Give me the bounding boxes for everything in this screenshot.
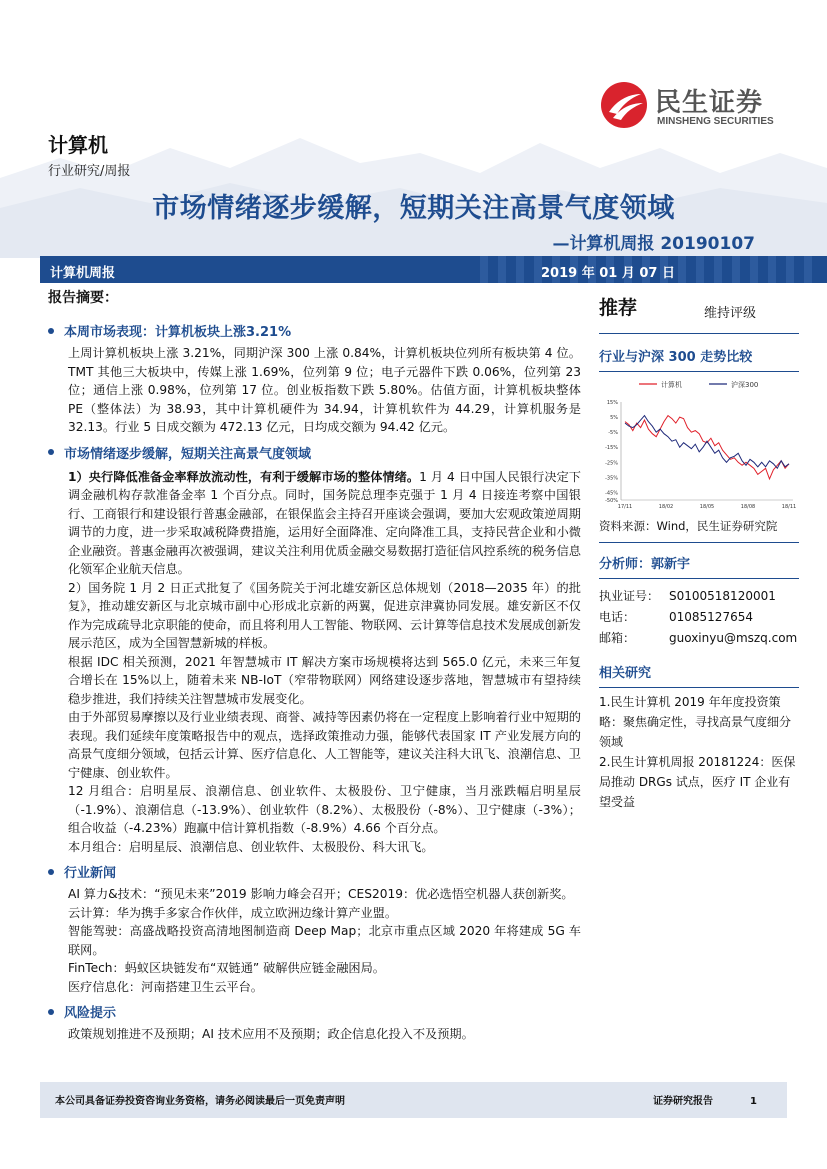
section-heading-text: 市场情绪逐步缓解，短期关注高景气度领域 — [64, 446, 312, 462]
logo-text-cn: 民生证券 — [655, 88, 764, 118]
info-row-license — [599, 585, 799, 606]
section-heading-text: 风险提示 — [64, 1006, 117, 1021]
y-tick-label: -25% — [605, 460, 618, 467]
paragraph: 政策规划推进不及预期；AI 技术应用不及预期；政企信息化投入不及预期。 — [68, 1027, 474, 1041]
rating-label: 维持评级 — [704, 306, 757, 321]
bar-report-date: 2019 年 01 月 07 日 — [541, 266, 675, 281]
paragraph: 2）国务院 1 月 2 日正式批复了《国务院关于河北雄安新区总体规划（2018—2035 年）的批复》，推动雄安新区与北京城市副中心形成北京新的两翼，促进京津冀协同发展。雄安新区不仅作为完成疏导北京职能的使命，而且将利用人工智能、物联网、云计算等信息技术发展成创新发展示范区，成为全国智慧新城的样板。 — [68, 580, 581, 650]
section-heading-text: 行业新闻 — [64, 866, 117, 881]
related-heading: 相关研究 — [599, 656, 799, 688]
paragraph: 医疗信息化：河南搭建卫生云平台。 — [68, 979, 263, 994]
legend-label: 计算机 — [661, 381, 682, 389]
section-body-sentiment — [48, 468, 581, 857]
logo-mark-icon — [601, 82, 647, 128]
recommendation: 推荐 — [599, 297, 638, 319]
section-heading-risk — [48, 1002, 581, 1021]
page-number: 1 — [750, 1096, 757, 1107]
section-heading-text: 本周市场表现：计算机板块上涨3.21% — [64, 325, 292, 340]
analyst-info — [599, 585, 799, 648]
paragraph: AI 算力&技术：“预见未来”2019 影响力峰会召开；CES2019：优必选悟空机器人获创新奖。 — [68, 887, 574, 901]
legend-label: 沪深300 — [731, 381, 759, 389]
chart-heading: 行业与沪深 300 走势比较 — [599, 340, 799, 372]
paragraph: 上周计算机板块上涨 3.21%，同期沪深 300 上涨 0.84%，计算机板块位列所有板块第 4 位。TMT 其他三大板块中，传媒上涨 1.69%，位列第 9 位；电子元器件下跌 0.06%，位列第 23 位；通信上涨 0.98%，位列第 17 位。创业板指数下跌 5.80%。估值方面，计算机板块整体 PE（整体法）为 38.93，其中计算机硬件为 34.94，计算机软件为 44.29，计算机服务是 32.13。行业 5 日成交额为 472.13 亿元，日均成交额为 94.42 亿元。 — [68, 346, 581, 434]
paragraph: 由于外部贸易摩擦以及行业业绩表现、商誉、减持等因素仍将在一定程度上影响着行业中短期的表现。我们延续年度策略报告中的观点，选择政策推动力强，能够代表国家 IT 产业发展方向的高景气度细分领域，包括云计算、医疗信息化、人工智能等，建议关注科大讯飞、浪潮信息、卫宁健康、创业软件。 — [68, 710, 581, 780]
sector-label: 计算机 — [48, 133, 108, 157]
y-tick-label: -15% — [605, 445, 618, 452]
section-heading-news — [48, 862, 581, 881]
logo-text-en: MINSHENG SECURITIES — [657, 116, 774, 127]
title-bar-pattern — [40, 256, 827, 283]
y-tick-label: -5% — [608, 430, 618, 437]
paragraph: FinTech：蚂蚁区块链发布“双链通” 破解供应链金融困局。 — [68, 961, 385, 975]
series-line-hs300 — [625, 416, 789, 469]
paragraph: 本月组合：启明星辰、浪潮信息、创业软件、太极股份、科大讯飞。 — [68, 839, 434, 854]
abstract-column — [48, 287, 581, 1044]
info-key: 执业证号： — [599, 589, 660, 603]
info-key: 电话： — [599, 610, 636, 624]
x-tick-label: 18/02 — [658, 504, 674, 510]
section-heading-market — [48, 321, 581, 340]
y-tick-label: 5% — [610, 415, 618, 422]
y-tick-label: -45% — [605, 490, 618, 497]
related-list — [599, 688, 799, 812]
bullet-icon — [48, 328, 54, 334]
related-item[interactable]: 1.民生计算机 2019 年年度投资策略：聚焦确定性，寻找高景气度细分领域 — [599, 695, 792, 749]
footer-disclaimer: 本公司具备证券投资咨询业务资格，请务必阅读最后一页免责声明 — [55, 1096, 345, 1107]
info-value: S0100518120001 — [669, 588, 776, 603]
x-tick-label: 17/11 — [617, 504, 633, 510]
sidebar — [599, 293, 799, 812]
brand-logo — [601, 82, 791, 132]
bullet-icon — [48, 1009, 54, 1015]
paragraph: 根据 IDC 相关预测，2021 年智慧城市 IT 解决方案市场规模将达到 565.0 亿元，未来三年复合增长在 15%以上，随着未来 NB-IoT（窄带物联网）网络建设逐步落地，智慧城市有望持续稳步推进，我们持续关注智慧城市发展变化。 — [68, 654, 581, 706]
x-tick-label: 18/11 — [781, 504, 797, 510]
info-value: 01085127654 — [669, 609, 753, 624]
y-tick-label: -35% — [605, 475, 618, 482]
trend-chart — [599, 372, 799, 512]
email-link[interactable]: guoxinyu@mszq.com — [669, 630, 798, 645]
section-heading-sentiment — [48, 443, 581, 462]
chart-source: 资料来源：Wind，民生证券研究院 — [599, 512, 799, 543]
bullet-icon — [48, 869, 54, 875]
paragraph-text: 1 月 4 日中国人民银行决定下调金融机构存款准备金率 1 个百分点。同时，国务院总理李克强于 1 月 4 日接连考察中国银行、工商银行和建设银行普惠金融部，在银保监会主持召开座谈会强调，要加大宏观政策逆周期调节的力度，进一步采取减税降费措施，运用好全面降准、定向降准工具，支持民营企业和小微企业融资。普惠金融再次被强调，建议关注利用优质金融交易数据打造征信风控系统的税务信息化领军企业航天信息。 — [68, 469, 581, 576]
x-tick-label: 18/05 — [699, 504, 715, 510]
section-body-news — [48, 885, 581, 996]
paragraph: 12 月组合：启明星辰、浪潮信息、创业软件、太极股份、卫宁健康，当月涨跌幅启明星辰（-1.9%）、浪潮信息（-13.9%）、创业软件（8.2%）、太极股份（-8%）、卫宁健康（-3%）；组合收益（-4.23%）跑赢中信计算机指数（-8.9%）4.66 个百分点。 — [68, 784, 581, 835]
footer-report-label: 证券研究报告 — [653, 1096, 714, 1107]
paragraph: 智能驾驶：高盛战略投资高清地图制造商 Deep Map；北京市重点区域 2020 年将建成 5G 车联网。 — [68, 924, 581, 957]
paragraph — [68, 468, 581, 579]
series-line-computer — [625, 416, 789, 479]
y-tick-label: 15% — [606, 400, 618, 406]
y-tick-label: -50% — [605, 498, 618, 504]
report-subtitle: —计算机周报 20190107 — [552, 234, 755, 254]
info-key: 邮箱： — [599, 631, 636, 645]
lead-bold-text: 1）央行降低准备金率释放流动性，有利于缓解市场的整体情绪。 — [68, 469, 420, 484]
analyst-heading: 分析师：郭新宇 — [599, 547, 799, 579]
bar-report-name: 计算机周报 — [50, 266, 116, 281]
info-row-email — [599, 627, 799, 648]
footer-right — [653, 1092, 757, 1107]
x-tick-label: 18/08 — [740, 504, 756, 510]
trend-chart-svg — [599, 372, 799, 512]
paragraph: 云计算：华为携手多家合作伙伴，成立欧洲边缘计算产业盟。 — [68, 905, 398, 920]
related-item[interactable]: 2.民生计算机周报 20181224：医保局推动 DRGs 试点，医疗 IT 企业有望受益 — [599, 755, 796, 809]
info-row-phone — [599, 606, 799, 627]
report-type: 行业研究/周报 — [48, 164, 131, 179]
abstract-label: 报告摘要： — [48, 290, 118, 306]
report-title: 市场情绪逐步缓解，短期关注高景气度领域 — [152, 193, 675, 224]
bullet-icon — [48, 449, 54, 455]
rating-row — [599, 293, 799, 334]
section-body-market — [48, 344, 581, 437]
section-body-risk — [48, 1025, 581, 1044]
